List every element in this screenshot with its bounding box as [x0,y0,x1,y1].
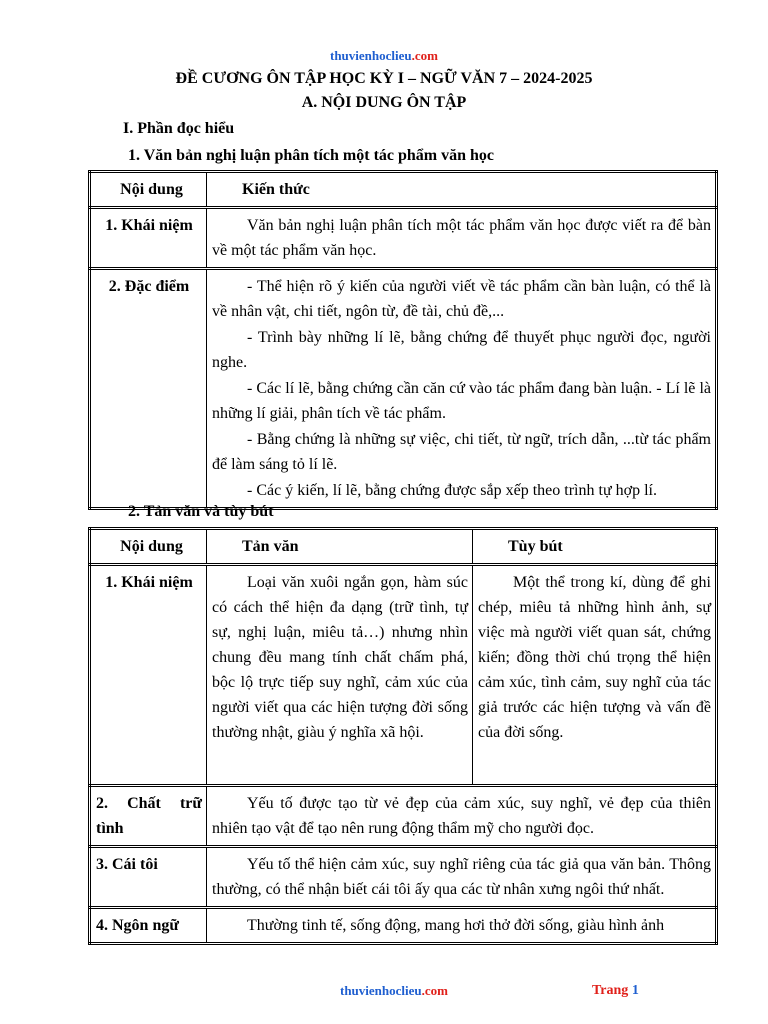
row-content: Văn bản nghị luận phân tích một tác phẩm văn học được viết ra để bàn về một tác phẩm văn học. [207,208,717,269]
table-row [90,565,717,786]
row-content: Thường tinh tế, sống động, mang hơi thở đời sống, giàu hình ảnh [207,908,717,944]
row-content: Một thể trong kí, dùng để ghi chép, miêu tả những hình ảnh, sự việc mà người viết quan sát, chứng kiến; đồng thời chú trọng thể hiện cảm xúc, tình cảm, suy nghĩ của tác giả trước các hiện tượng và vấn đề của đời sống. [473,565,717,786]
site-watermark-top: thuvienhoclieu.com [330,48,438,63]
row-label: 1. Khái niệm [90,565,207,786]
table-header-row [90,529,717,565]
header-cell: Tản văn [207,529,473,565]
table-header-row [90,172,717,208]
table-essay-types [88,527,718,945]
header-cell: Kiến thức [207,172,717,208]
row-content: Yếu tố thể hiện cảm xúc, suy nghĩ riêng của tác giả qua văn bản. Thông thường, có thể nhận biết cái tôi ấy qua các từ nhân xưng ngôi thứ nhất. [207,847,717,908]
header-cell: Tùy bút [473,529,717,565]
table-row [90,269,717,509]
row-content: Loại văn xuôi ngắn gọn, hàm súc có cách thể hiện đa dạng (trữ tình, tự sự, nghị luận, miêu tả…) nhưng nhìn chung đều mang tính chất chấm phá, bộc lộ trực tiếp suy nghĩ, cảm xúc của người viết qua các hiện tượng đời sống thường nhật, giàu ý nghĩa xã hội. [207,565,473,786]
row-content: Yếu tố được tạo từ vẻ đẹp của cảm xúc, suy nghĩ, vẻ đẹp của thiên nhiên tạo vật để tạo nên rung động thẩm mỹ cho người đọc. [207,786,717,847]
table-row [90,847,717,908]
page-number: Trang 1 [592,983,639,998]
row-label: 2. Đặc điểm [90,269,207,509]
site-watermark-bottom: thuvienhoclieu.com [340,983,448,998]
row-label: 4. Ngôn ngữ [90,908,207,944]
row-label: 1. Khái niệm [90,208,207,269]
table-row [90,786,717,847]
row-label: 2. Chất trữ tình [90,786,207,847]
table-argumentative-text [88,170,718,510]
row-content: - Thể hiện rõ ý kiến của người viết về tác phẩm cần bàn luận, có thể là về nhân vật, chi tiết, ngôn từ, đề tài, chủ đề,... - Trình bày những lí lẽ, bằng chứng để thuyết phục người đọc, người nghe. - Các lí lẽ, bằng chứng cần căn cứ vào tác phẩm đang bàn luận. - Lí lẽ là những lí giải, phân tích về tác phẩm. - Bằng chứng là những sự việc, chi tiết, từ ngữ, trích dẫn, ...từ tác phẩm để làm sáng tỏ lí lẽ. - Các ý kiến, lí lẽ, bằng chứng được sắp xếp theo trình tự hợp lí. [207,269,717,509]
subsection-heading-2: 2. Tản văn và tùy bút [128,503,274,520]
header-cell: Nội dung [90,172,207,208]
subsection-heading-1: 1. Văn bản nghị luận phân tích một tác phẩm văn học [128,147,495,164]
header-cell: Nội dung [90,529,207,565]
document-title: ĐỀ CƯƠNG ÔN TẬP HỌC KỲ I – NGỮ VĂN 7 – 2024-2025 [175,70,593,87]
table-row [90,208,717,269]
row-label: 3. Cái tôi [90,847,207,908]
section-heading: A. NỘI DUNG ÔN TẬP [301,94,467,111]
part-heading: I. Phần đọc hiểu [123,120,235,137]
table-row [90,908,717,944]
